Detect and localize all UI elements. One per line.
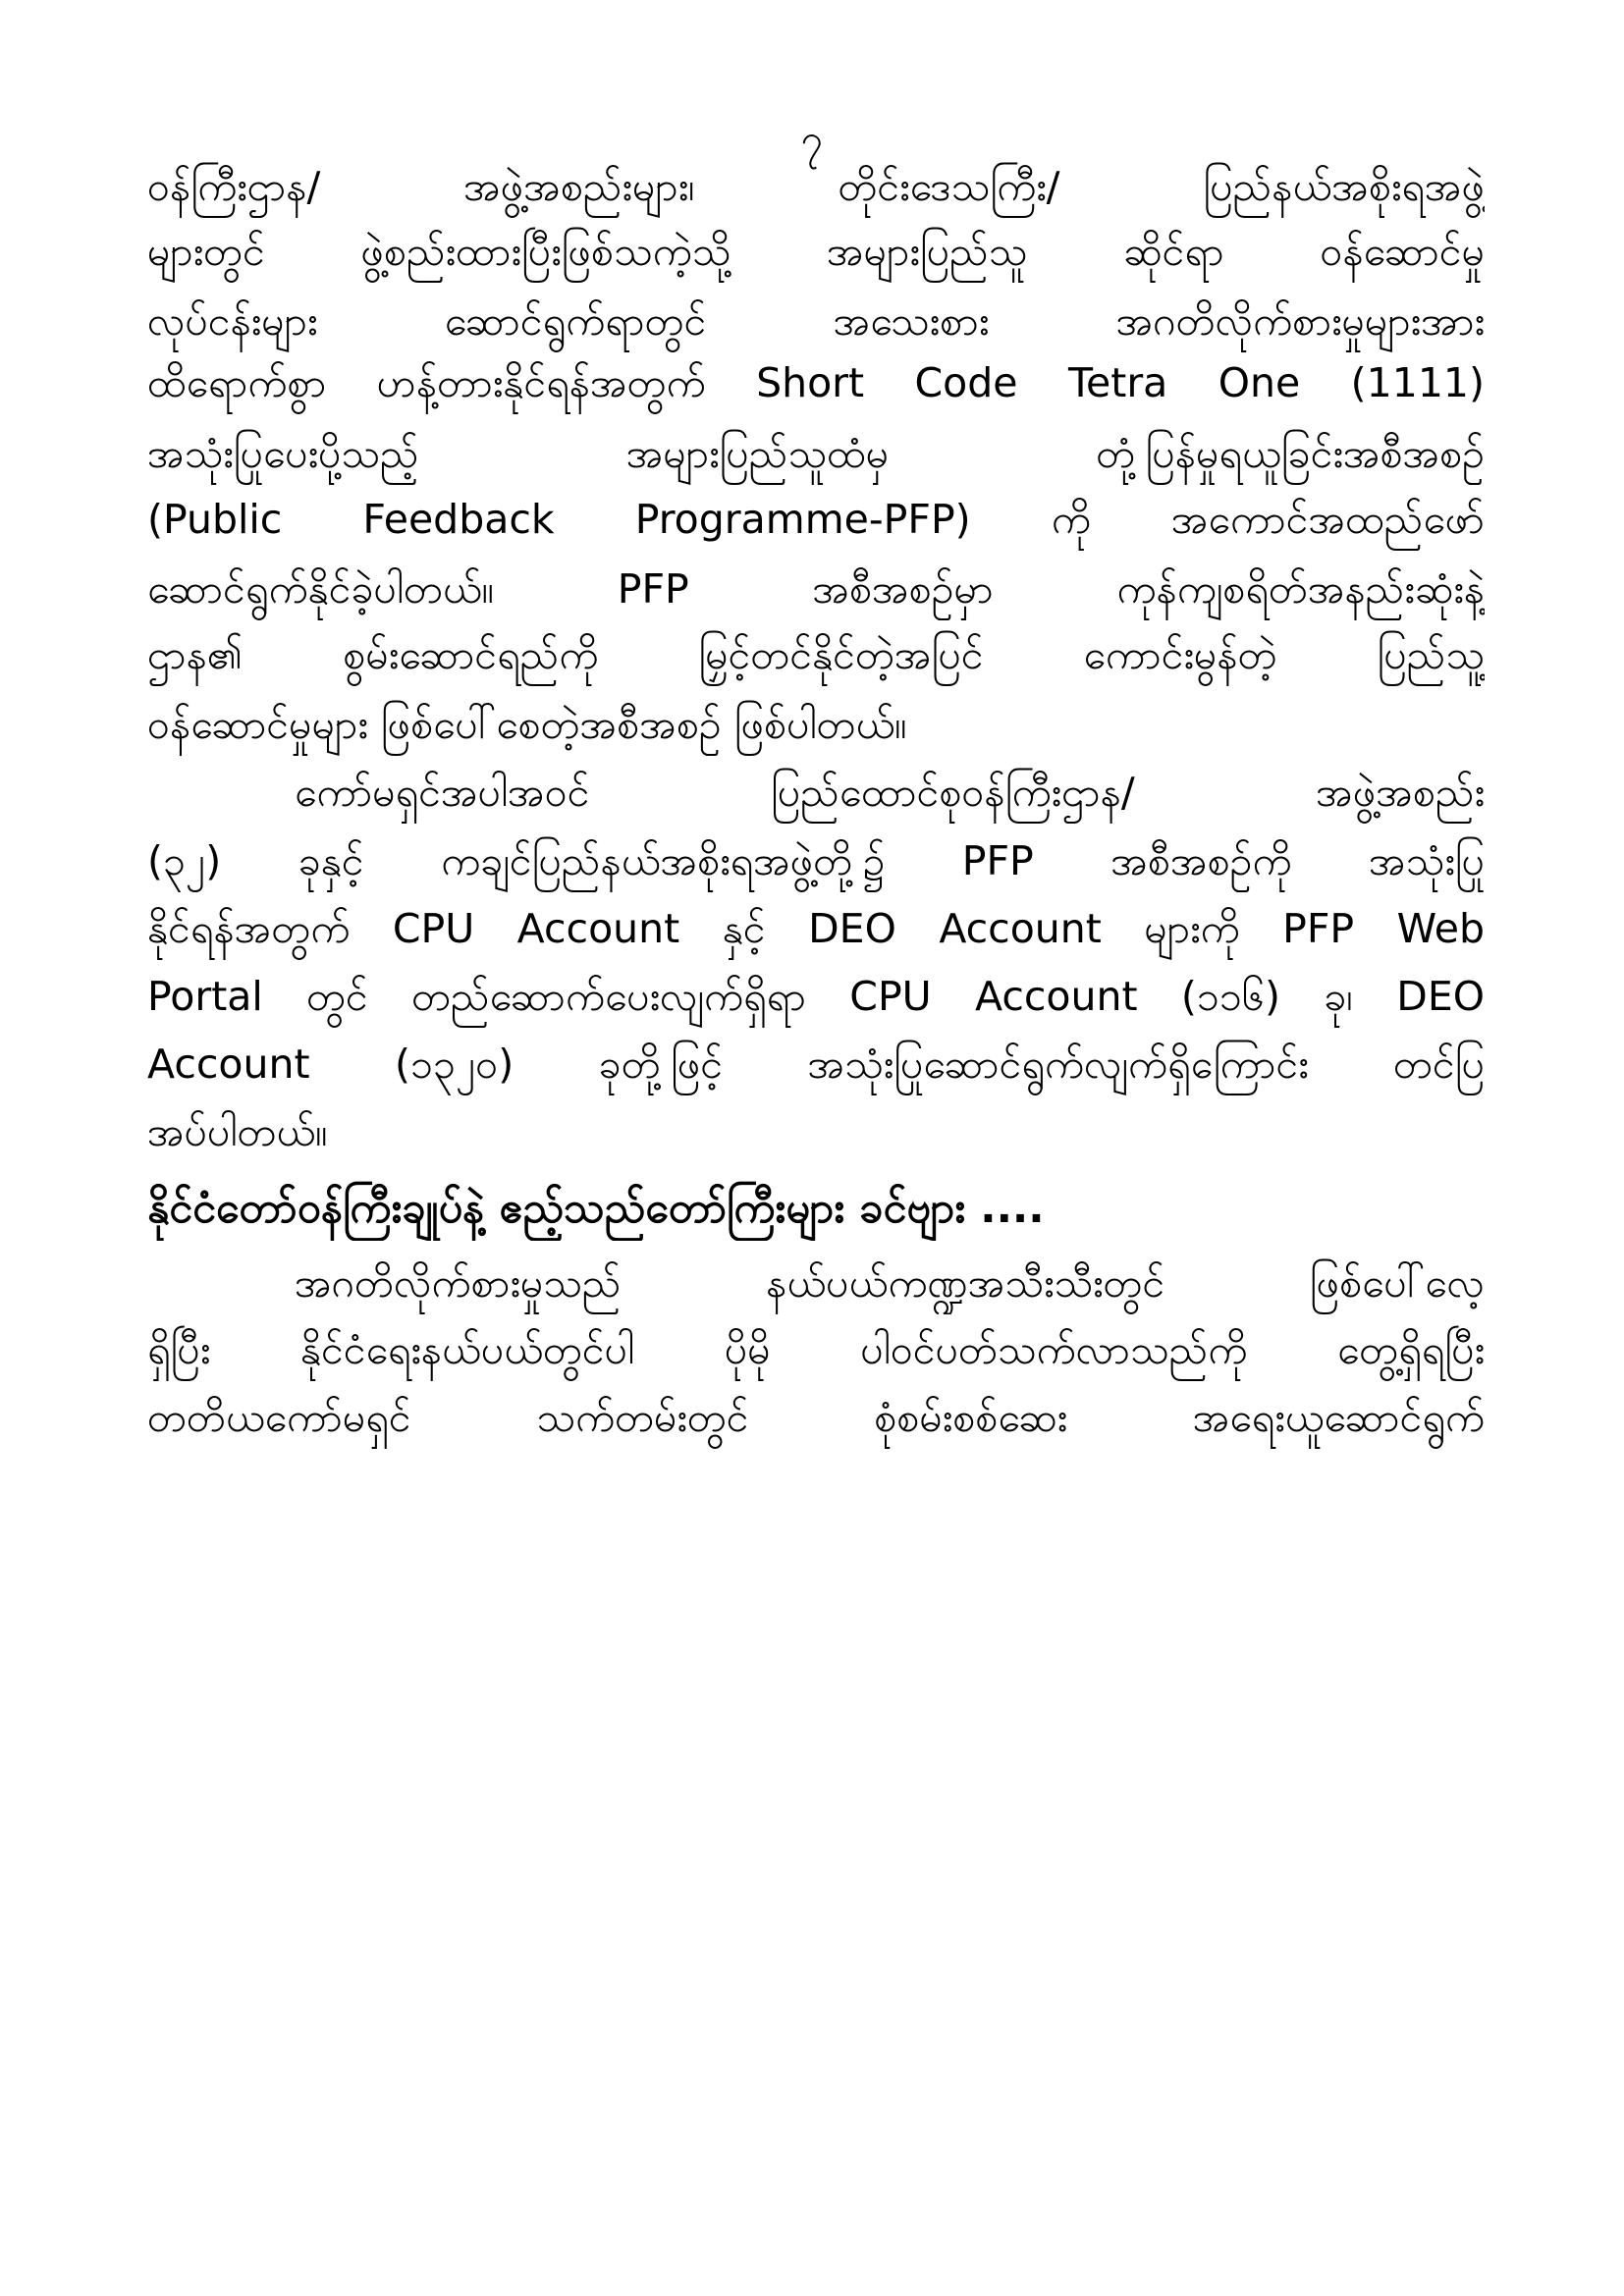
- page-number: ၇: [800, 117, 824, 162]
- paragraph-1-line-5: အသုံးပြုပေးပို့သည့် အများပြည်သူထံမှ တုံ့ပြန်မှုရယူခြင်းအစီအစဉ်: [147, 430, 1485, 477]
- paragraph-1-line-6: (Public Feedback Programme-PFP) ကို အကောင်အထည်ဖော်: [147, 496, 1485, 543]
- paragraph-1-line-4: ထိရောက်စွာ ဟန့်တားနိုင်ရန်အတွက် Short Code Tetra One (1111): [147, 359, 1485, 406]
- paragraph-2-line-4: Portal တွင် တည်ဆောက်ပေးလျက်ရှိရာ CPU Account (၁၁၆) ခု၊ DEO: [147, 973, 1485, 1020]
- paragraph-2-line-2: (၃၂) ခုနှင့် ကချင်ပြည်နယ်အစိုးရအဖွဲ့တို့၌ PFP အစီအစဉ်ကို အသုံးပြု: [147, 837, 1485, 884]
- paragraph-2-line-3: နိုင်ရန်အတွက် CPU Account နှင့် DEO Account များကို PFP Web: [147, 905, 1485, 952]
- paragraph-2-line-6: အပ်ပါတယ်။: [147, 1108, 328, 1155]
- paragraph-1-line-8: ဌာန၏ စွမ်းဆောင်ရည်ကို မြှင့်တင်နိုင်တဲ့အပြင် ကောင်းမွန်တဲ့ ပြည်သူ့: [147, 631, 1485, 678]
- paragraph-1-line-1: ဝန်ကြီးဌာန/ အဖွဲ့အစည်းများ၊ တိုင်းဒေသကြီး/ ပြည်နယ်အစိုးရအဖွဲ့: [147, 163, 1485, 210]
- paragraph-1-line-3: လုပ်ငန်းများ ဆောင်ရွက်ရာတွင် အသေးစား အဂတိလိုက်စားမှုများအား: [147, 297, 1485, 345]
- paragraph-2-line-1: ကော်မရှင်အပါအဝင် ပြည်ထောင်စုဝန်ကြီးဌာန/ အဖွဲ့အစည်း: [295, 769, 1485, 816]
- paragraph-2-line-5: Account (၁၃၂၀) ခုတို့ဖြင့် အသုံးပြုဆောင်ရွက်လျက်ရှိကြောင်း တင်ပြ: [147, 1041, 1485, 1088]
- paragraph-1-line-9: ဝန်ဆောင်မှုများ ဖြစ်ပေါ်စေတဲ့အစီအစဉ် ဖြစ်ပါတယ်။: [147, 701, 907, 748]
- paragraph-1-line-7: ဆောင်ရွက်နိုင်ခဲ့ပါတယ်။ PFP အစီအစဉ်မှာ ကုန်ကျစရိတ်အနည်းဆုံးနဲ့: [147, 565, 1485, 613]
- section-heading: နိုင်ငံတော်ဝန်ကြီးချုပ်နဲ့ ဧည့်သည်တော်ကြီးများ ခင်ဗျား ....: [147, 1184, 1045, 1233]
- paragraph-3-line-1: အဂတိလိုက်စားမှုသည် နယ်ပယ်ကဏ္ဍအသီးသီးတွင် ဖြစ်ပေါ်လေ့: [295, 1259, 1485, 1307]
- paragraph-3-line-2: ရှိပြီး နိုင်ငံရေးနယ်ပယ်တွင်ပါ ပိုမို ပါဝင်ပတ်သက်လာသည်ကို တွေ့ရှိရပြီး: [147, 1326, 1485, 1373]
- paragraph-3-line-3: တတိယကော်မရှင် သက်တမ်းတွင် စုံစမ်းစစ်ဆေး အရေးယူဆောင်ရွက်: [147, 1394, 1485, 1441]
- paragraph-1-line-2: များတွင် ဖွဲ့စည်းထားပြီးဖြစ်သကဲ့သို့ အများပြည်သူ ဆိုင်ရာ ဝန်ဆောင်မှု: [147, 228, 1485, 275]
